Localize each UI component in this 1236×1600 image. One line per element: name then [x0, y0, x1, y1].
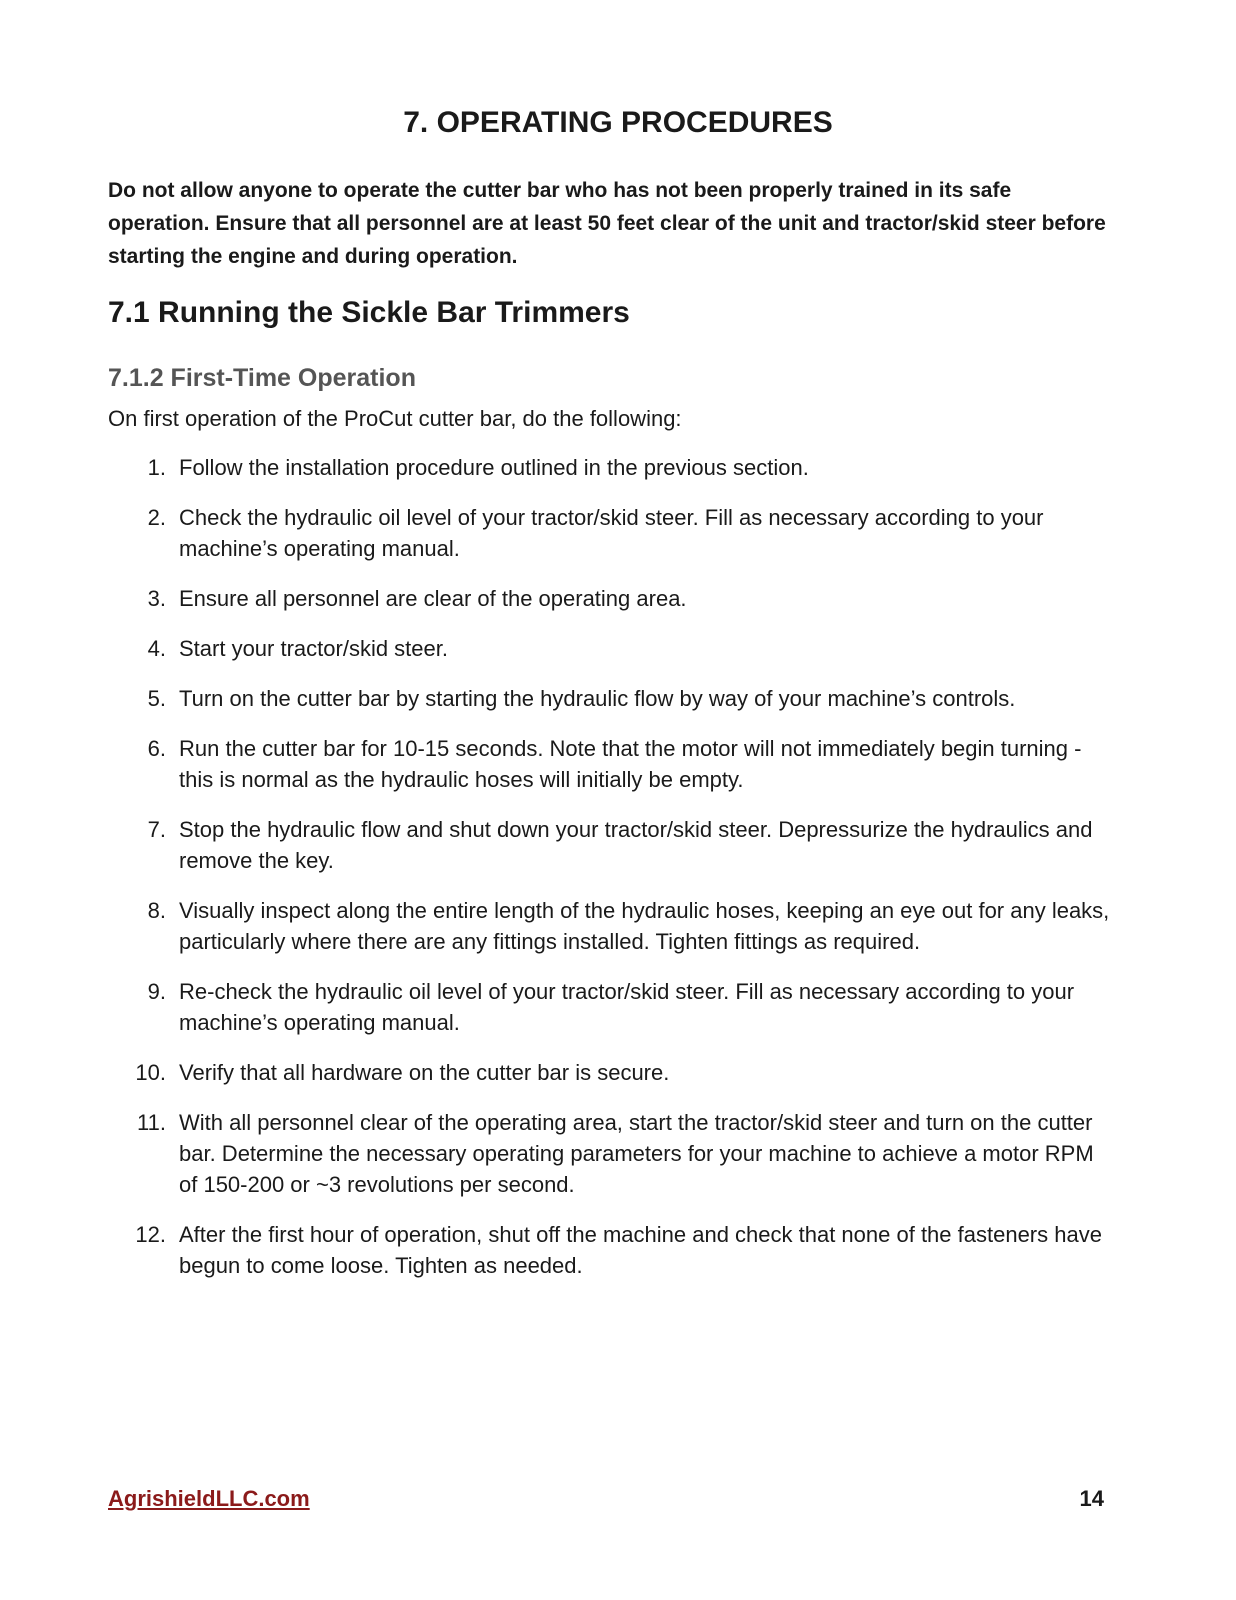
procedure-step-7 — [108, 814, 1118, 876]
step-text: Verify that all hardware on the cutter bar is secure. — [179, 1060, 670, 1085]
step-number: 3. — [147, 586, 166, 611]
step-text: After the first hour of operation, shut off the machine and check that none of the fasteners have begun to come loose. Tighten as needed. — [179, 1222, 1102, 1278]
procedure-step-11 — [108, 1107, 1118, 1200]
procedure-step-8 — [108, 895, 1118, 957]
step-number: 5. — [147, 686, 166, 711]
procedure-step-9 — [108, 976, 1118, 1038]
step-text: Stop the hydraulic flow and shut down your tractor/skid steer. Depressurize the hydraulics and remove the key. — [179, 817, 1093, 873]
step-text: Check the hydraulic oil level of your tractor/skid steer. Fill as necessary according to your machine’s operating manual. — [179, 505, 1044, 561]
step-number: 11. — [137, 1110, 166, 1135]
procedure-step-2 — [108, 502, 1118, 564]
step-number: 12. — [135, 1222, 166, 1247]
step-number: 2. — [147, 505, 166, 530]
procedure-step-6 — [108, 733, 1118, 795]
step-text: Follow the installation procedure outlined in the previous section. — [179, 455, 809, 480]
procedure-step-5 — [108, 683, 1118, 714]
step-text: Start your tractor/skid steer. — [179, 636, 448, 661]
step-text: Re-check the hydraulic oil level of your tractor/skid steer. Fill as necessary according to your machine’s operating manual. — [179, 979, 1075, 1035]
step-number: 10. — [135, 1060, 166, 1085]
step-number: 4. — [147, 636, 166, 661]
procedure-step-1 — [108, 452, 1118, 483]
footer-website-link[interactable]: AgrishieldLLC.com — [108, 1486, 310, 1511]
procedure-step-12 — [108, 1219, 1118, 1281]
step-number: 7. — [147, 817, 166, 842]
safety-warning: Do not allow anyone to operate the cutter bar who has not been properly trained in its safe operation. Ensure that all personnel are at least 50 feet clear of the unit and tractor/skid steer before starting the engine and during operation. — [108, 179, 1106, 268]
chapter-title: 7. OPERATING PROCEDURES — [403, 106, 833, 139]
procedure-step-4 — [108, 633, 1118, 664]
step-text: Visually inspect along the entire length of the hydraulic hoses, keeping an eye out for any leaks, particularly where there are any fittings installed. Tighten fittings as required. — [179, 898, 1110, 954]
procedure-step-10 — [108, 1057, 1118, 1088]
step-number: 1. — [147, 455, 166, 480]
step-text: Turn on the cutter bar by starting the hydraulic flow by way of your machine’s controls. — [179, 686, 1016, 711]
page-number: 14 — [1079, 1486, 1104, 1511]
step-number: 6. — [147, 736, 166, 761]
step-number: 8. — [147, 898, 166, 923]
procedure-step-3 — [108, 583, 1118, 614]
section-title: 7.1 Running the Sickle Bar Trimmers — [108, 296, 630, 329]
step-text: Ensure all personnel are clear of the operating area. — [179, 586, 687, 611]
step-number: 9. — [147, 979, 166, 1004]
step-text: Run the cutter bar for 10-15 seconds. Note that the motor will not immediately begin turning - this is normal as the hydraulic hoses will initially be empty. — [179, 736, 1082, 792]
step-text: With all personnel clear of the operating area, start the tractor/skid steer and turn on the cutter bar. Determine the necessary operating parameters for your machine to achieve a motor RPM of 150-200 or ~3 revolutions per second. — [179, 1110, 1094, 1197]
subsection-title: 7.1.2 First-Time Operation — [108, 364, 416, 392]
procedure-steps-list — [108, 452, 1118, 1300]
intro-text: On first operation of the ProCut cutter bar, do the following: — [108, 406, 682, 431]
